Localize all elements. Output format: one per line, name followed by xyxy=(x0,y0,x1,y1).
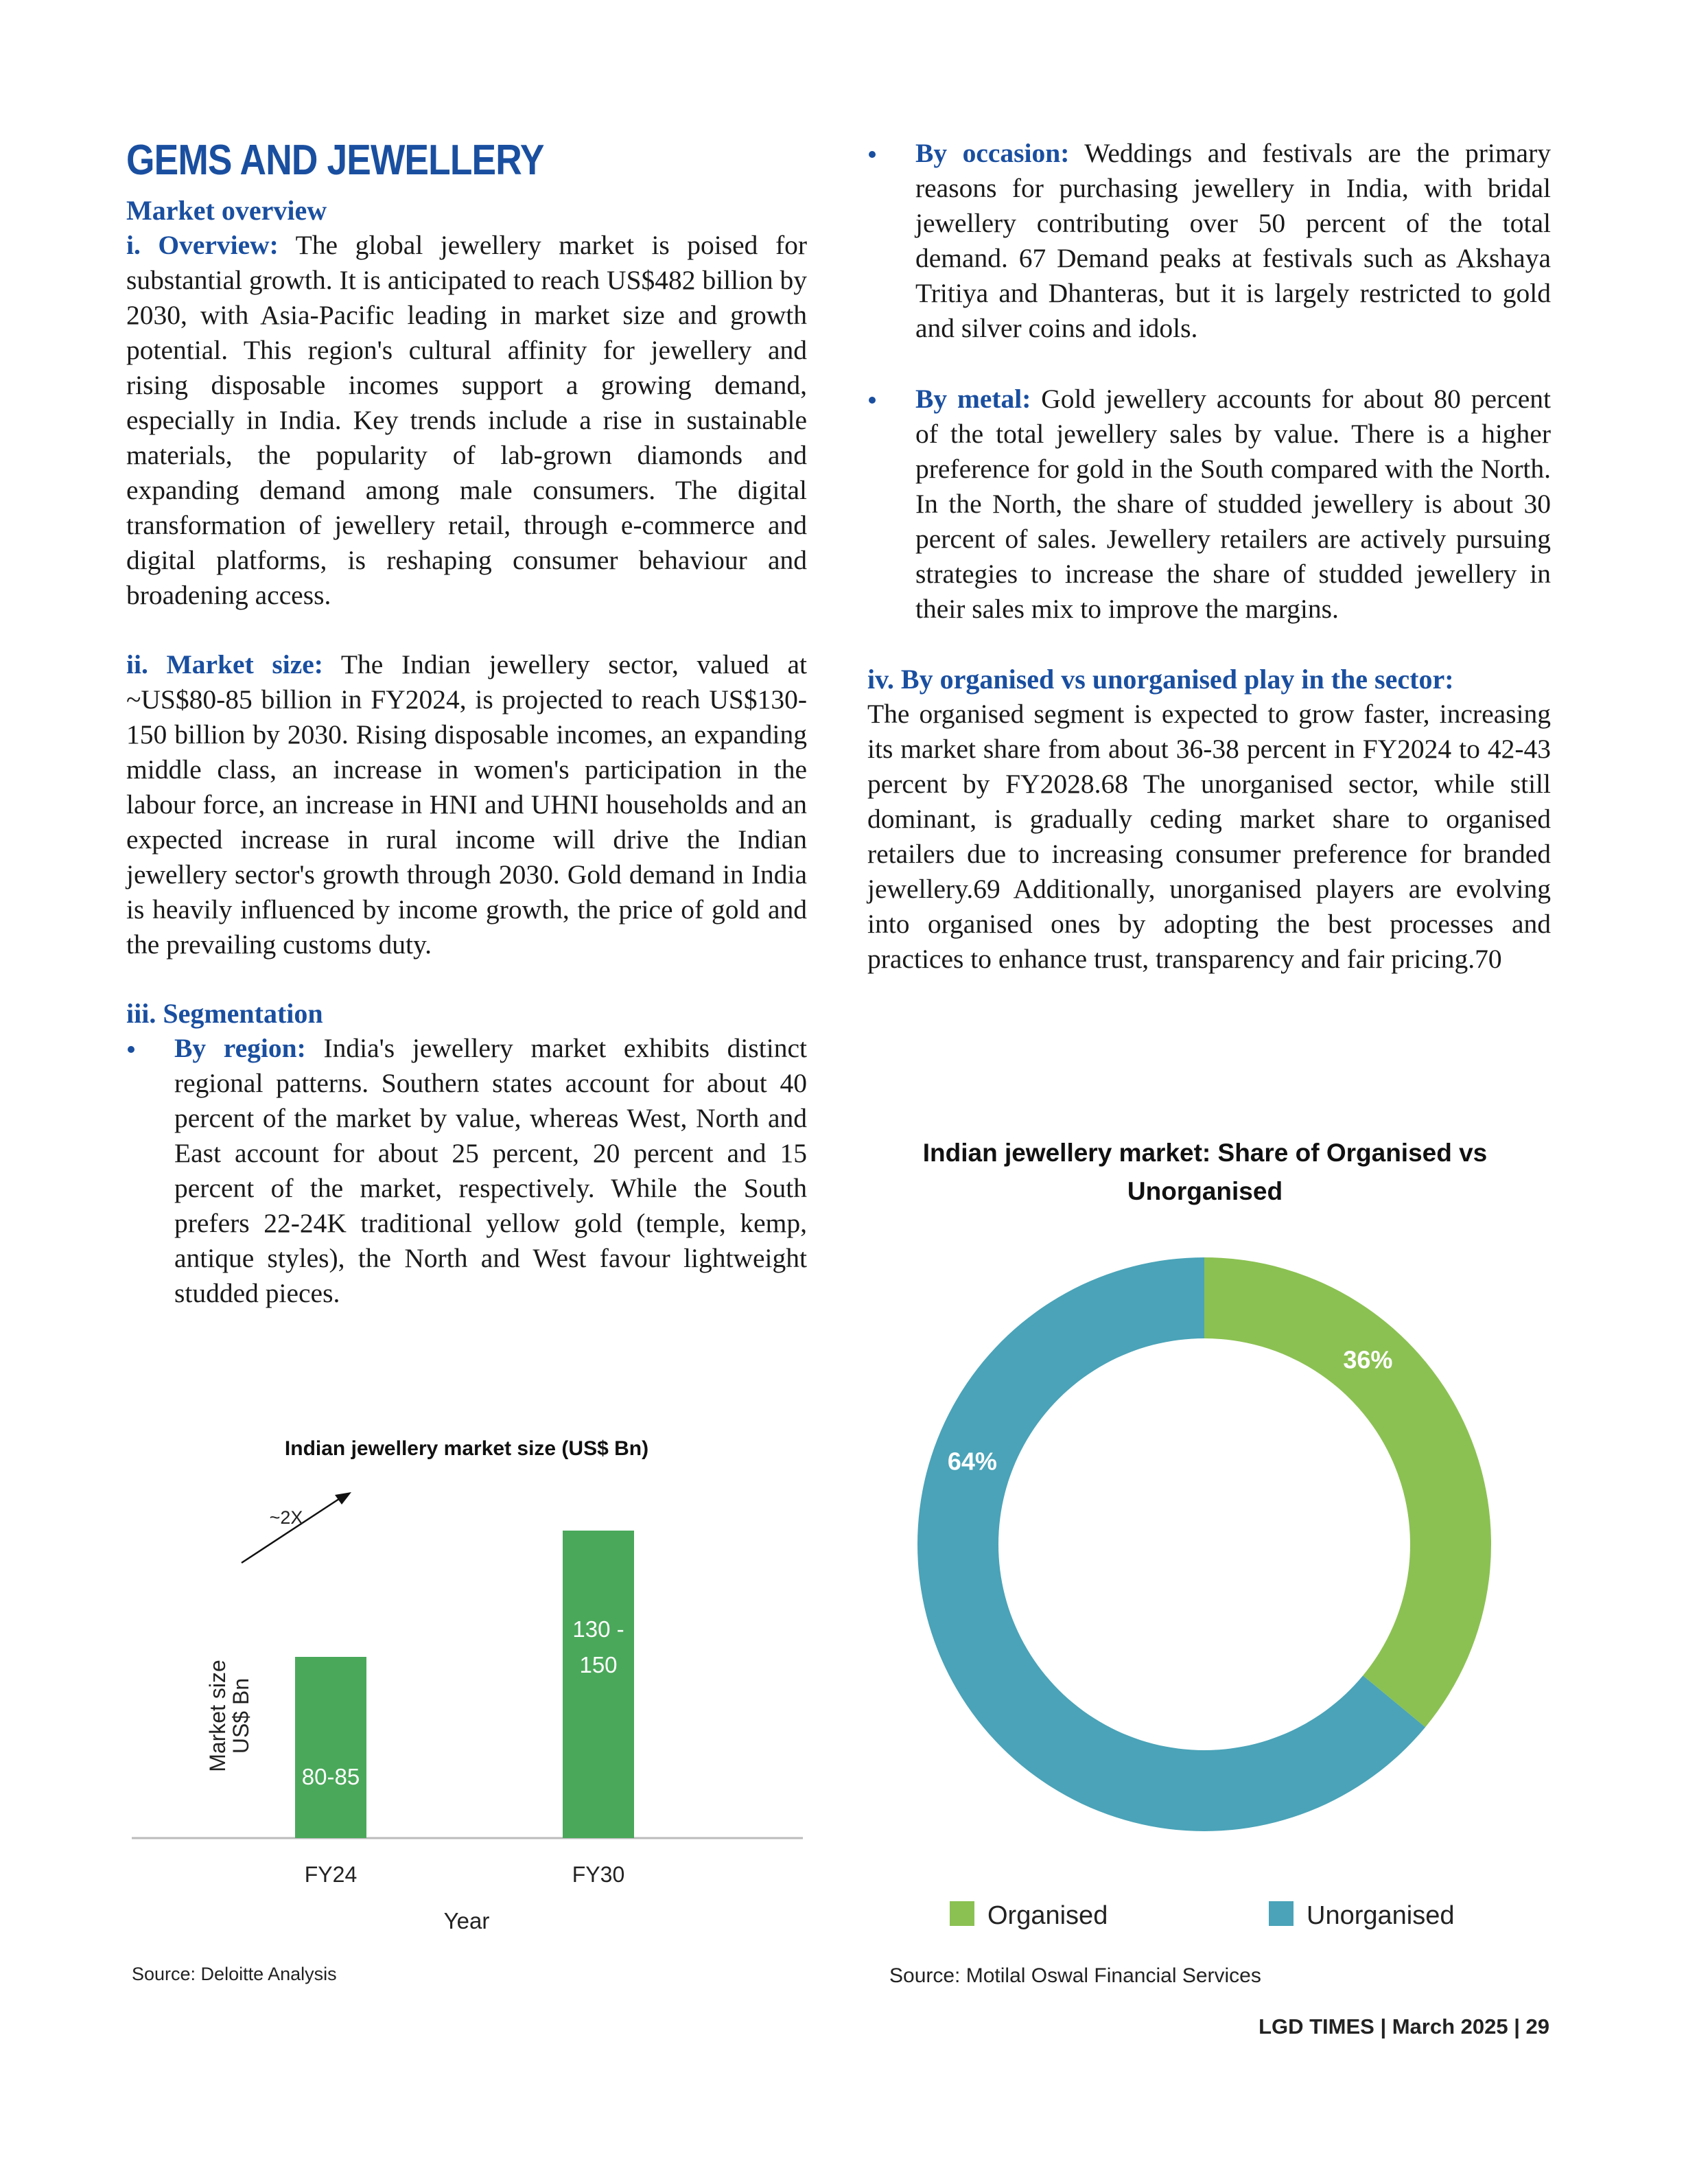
bar-FY24 xyxy=(295,1657,366,1838)
x-tick-label: FY30 xyxy=(572,1862,625,1887)
bar-value-label: 80-85 xyxy=(301,1764,360,1789)
market-overview-heading: Market overview xyxy=(126,195,327,226)
legend-label-unorganised: Unorganised xyxy=(1307,1901,1455,1930)
organised-paragraph: The organised segment is expected to grow faster, increasing its market share from about 36-38 percent in FY2024 to 42-43 percent by FY2028.68 The unorganised sector, while still dominant, is gradually ceding market share to organised retailers due to increasing consumer preference for branded jewellery.69 Additionally, unorganised players are evolving into organised ones by adopting the best processes and practices to enhance trust, transparency and fair pricing.70 xyxy=(867,699,1551,974)
page-footer: LGD TIMES | March 2025 | 29 xyxy=(1259,2014,1549,2038)
bar-FY30 xyxy=(563,1531,634,1838)
legend-swatch-unorganised xyxy=(1269,1901,1294,1926)
organised-heading: iv. By organised vs unorganised play in the sector: xyxy=(867,664,1454,695)
bullet-metal: By metal: Gold jewellery accounts for about 80 percent of the total jewellery sales by value. There is a higher preference for gold in the South compared with the North. In the North, the share of studded jewellery is about 30 percent of sales. Jewellery retailers are actively pursuing strategies to increase the share of studded jewellery in their sales mix to improve the margins. xyxy=(867,382,1551,627)
x-axis-title: Year xyxy=(443,1908,490,1933)
bar-chart-title: Indian jewellery market size (US$ Bn) xyxy=(284,1437,649,1460)
donut-value-label: 64% xyxy=(947,1447,997,1476)
arrow-head-icon xyxy=(335,1492,351,1505)
y-axis-label: Market size xyxy=(205,1660,230,1772)
bar-chart-source: Source: Deloitte Analysis xyxy=(132,1964,337,1984)
bullet-icon xyxy=(869,151,876,158)
bullet-icon xyxy=(128,1046,134,1053)
page-title: GEMS AND JEWELLERY xyxy=(126,137,544,184)
donut-slice-organised xyxy=(1204,1257,1491,1727)
donut-title-line2: Unorganised xyxy=(1127,1177,1283,1205)
x-tick-label: FY24 xyxy=(304,1862,358,1887)
growth-annotation: ~2X xyxy=(269,1507,303,1528)
bullet-occasion: By occasion: Weddings and festivals are the primary reasons for purchasing jewellery in India, with bridal jewellery contributing over 50 percent of the total demand. 67 Demand peaks at festivals such as Akshaya Tritiya and Dhanteras, but it is largely restricted to gold and silver coins and idols. xyxy=(867,136,1551,346)
overview-paragraph: i. Overview: The global jewellery market is poised for substantial growth. It is anticipated to reach US$482 billion by 2030, with Asia-Pacific leading in market size and growth potential. This region's cultural affinity for jewellery and rising disposable incomes support a growing demand, especially in India. Key trends include a rise in sustainable materials, the popularity of lab-grown diamonds and expanding demand among male consumers. The digital transformation of jewellery retail, through e-commerce and digital platforms, is reshaping consumer behaviour and broadening access. xyxy=(126,230,807,610)
donut-title-line1: Indian jewellery market: Share of Organised vs xyxy=(922,1139,1488,1167)
segmentation-heading: iii. Segmentation xyxy=(126,998,323,1029)
market-size-paragraph: ii. Market size: The Indian jewellery sector, valued at ~US$80-85 billion in FY2024, is projected to reach US$130-150 billion by 2030. Rising disposable incomes, an expanding middle class, an increase in women's participation in the labour force, an increase in HNI and UHNI households and an expected increase in rural income will drive the Indian jewellery sector's growth through 2030. Gold demand in India is heavily influenced by income growth, the price of gold and the prevailing customs duty. xyxy=(126,649,807,960)
bullet-icon xyxy=(869,397,876,404)
y-axis-label-unit: US$ Bn xyxy=(229,1677,253,1754)
market-size-bar-chart xyxy=(124,1428,810,2045)
organised-share-donut-chart xyxy=(867,1126,1554,2018)
bar-value-label: 130 - xyxy=(572,1616,624,1642)
legend-swatch-organised xyxy=(950,1901,974,1926)
bullet-region: By region: India's jewellery market exhibits distinct regional patterns. Southern states account for about 40 percent of the market by value, whereas West, North and East account for about 25 percent, 20 percent and 15 percent of the market, respectively. While the South prefers 22-24K traditional yellow gold (temple, kemp, antique styles), the North and West favour lightweight studded pieces. xyxy=(126,1031,807,1311)
donut-source: Source: Motilal Oswal Financial Services xyxy=(889,1964,1261,1987)
bar-value-label: 150 xyxy=(579,1652,618,1677)
growth-arrow xyxy=(242,1496,343,1563)
legend-label-organised: Organised xyxy=(987,1901,1108,1930)
donut-value-label: 36% xyxy=(1343,1345,1393,1374)
